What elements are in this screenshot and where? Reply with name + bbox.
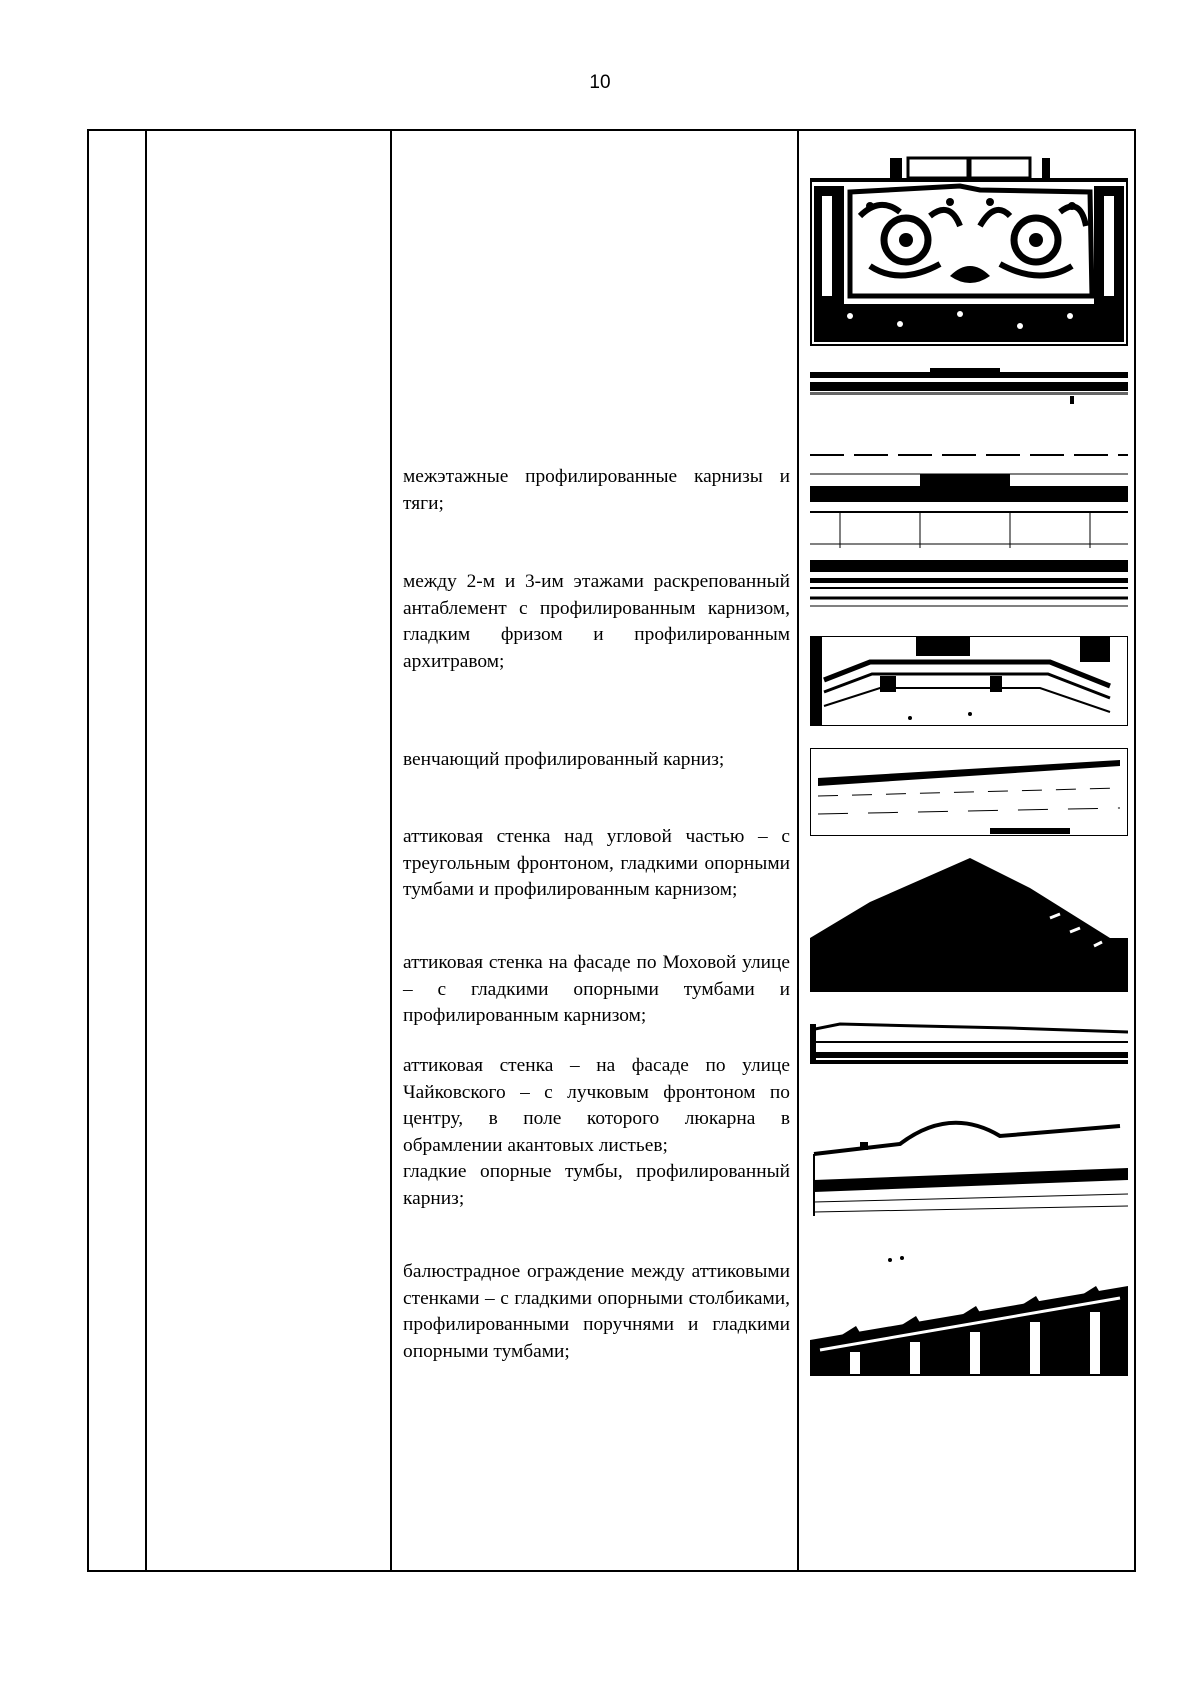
balustrade-photo-icon xyxy=(810,1256,1128,1376)
element-description-attic-mokhovaya: аттиковая стенка на фасаде по Моховой улице – с гладкими опорными тумбами и профилированным карнизом; xyxy=(403,952,790,1026)
element-description-crowning-cornice: венчающий профилированный карниз; xyxy=(403,749,725,770)
crowning-cornice-photo-icon xyxy=(810,748,1128,836)
segmental-pediment-photo-icon xyxy=(810,1106,1128,1216)
attic-wall-photo-icon xyxy=(810,1016,1128,1064)
element-description-attic-corner: аттиковая стенка над угловой частью – с треугольным фронтоном, гладкими опорными тумбами и профилированным карнизом; xyxy=(403,826,790,900)
element-description-entablature: между 2-м и 3-им этажами раскрепованный антаблемент с профилированным карнизом, гладким фризом и профилированным архитравом; xyxy=(403,571,790,672)
ornament-panel-photo-icon xyxy=(810,156,1128,346)
table-top-border xyxy=(87,129,1136,131)
cornice-photo-icon xyxy=(810,452,1128,612)
element-description-interfloor: межэтажные профилированные карнизы и тяги; xyxy=(403,466,790,514)
table-bottom-border xyxy=(87,1570,1136,1572)
column-border xyxy=(390,129,392,1571)
entablature-photo-icon xyxy=(810,636,1128,726)
element-description-attic-chaikovskogo: аттиковая стенка – на фасаде по улице Чайковского – с лучковым фронтоном по центру, в поле которого люкарна в обрамлении акантовых листьев; xyxy=(403,1055,790,1156)
string-course-photo-icon xyxy=(810,366,1128,406)
element-description-attic-chaikovskogo-2: гладкие опорные тумбы, профилированный карниз; xyxy=(403,1161,790,1209)
column-border xyxy=(797,129,799,1571)
page-number: 10 xyxy=(589,72,611,93)
column-border xyxy=(1134,129,1136,1571)
element-description-balustrade: балюстрадное ограждение между аттиковыми стенками – с гладкими опорными столбиками, профилированными поручнями и гладкими опорными тумбами; xyxy=(403,1261,790,1362)
triangular-pediment-photo-icon xyxy=(810,858,1128,992)
column-border xyxy=(145,129,147,1571)
column-border xyxy=(87,129,89,1571)
